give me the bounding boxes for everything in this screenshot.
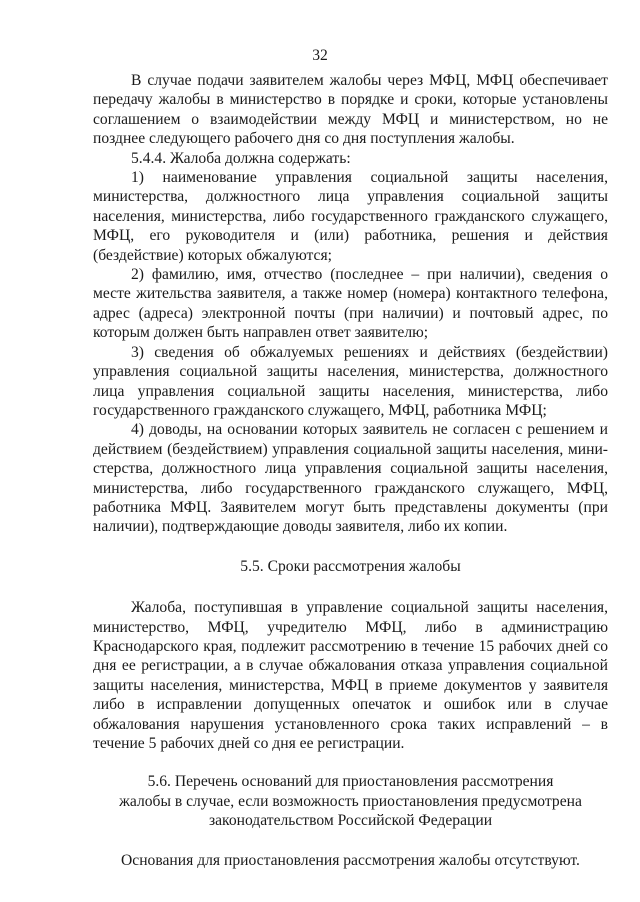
paragraph-5-6: Основания для приостановления рассмотрения жалобы отсутствуют.: [121, 851, 580, 869]
paragraph-mfc-transfer: В случае подачи заявителем жалобы через МФЦ, МФЦ обеспечивает передачу жалобы в министерство в порядке и сроки, которые установлены соглашением о взаимодействии между МФЦ и министерством, но не позднее следующего рабочего дня со дня поступления жалобы.: [93, 72, 608, 148]
spacer: [93, 576, 608, 598]
spacer: [93, 753, 608, 772]
list-item-4: 4) доводы, на основании которых заявитель не согласен с решением и действием (бездействием) управления социальной защиты населения, министерства, должностного лица управления социальной защиты населения, министерства, либо государственного гражданского служащего, МФЦ, работника МФЦ. Заявителем могут быть представлены документы (при наличии), подтверждающие доводы заявителя, либо их копии.: [93, 421, 608, 536]
heading-line: законодательством Российской Федерации: [208, 812, 493, 830]
spacer: [93, 831, 608, 851]
document-body: [93, 71, 608, 870]
paragraph-5-5: Жалоба, поступившая в управление социальной защиты населения, министерство, МФЦ, учредителю МФЦ, либо в администрацию Краснодарского края, подлежит рассмотрению в течение 15 рабочих дней со дня ее регистрации, а в случае обжалования отказа управления социальной защиты населения, министерства, МФЦ в приеме документов у заявителя либо в исправлении допущенных опечаток и ошибок или в случае обжалования нарушения установленного срока таких исправлений – в течение 5 рабочих дней со дня ее регистрации.: [93, 599, 608, 752]
page-number: 32: [312, 47, 328, 64]
list-item-2: 2) фамилию, имя, отчество (последнее – при наличии), сведения о месте жительства заявителя, а также номер (номера) контактного телефона, адрес (адреса) электронной почты (при наличии) и почтовый адрес, по которым должен быть направлен ответ заявителю;: [93, 266, 608, 342]
spacer: [93, 537, 608, 557]
list-item-3: 3) сведения об обжалуемых решениях и действиях (бездействии) управления социальной защиты населения, министерства, должностного лица управления социальной защиты населения, министерства, либо государственного гражданского служащего, МФЦ, работника МФЦ;: [93, 343, 608, 419]
list-item-1: 1) наименование управления социальной защиты населения, министерства, должностного лица управления социальной защиты населения, министерства, либо государственного гражданского служащего, МФЦ, его руководителя и (или) работника, решения и действия (бездействие) которых обжалуются;: [93, 169, 608, 264]
section-heading-5-6: [93, 772, 608, 830]
paragraph-5-4-4: 5.4.4. Жалоба должна содержать:: [131, 149, 351, 167]
heading-line: 5.6. Перечень оснований для приостановления рассмотрения: [147, 773, 554, 791]
section-heading-5-5: 5.5. Сроки рассмотрения жалобы: [240, 557, 461, 575]
heading-line: жалобы в случае, если возможность приостановления предусмотрена: [119, 792, 582, 810]
